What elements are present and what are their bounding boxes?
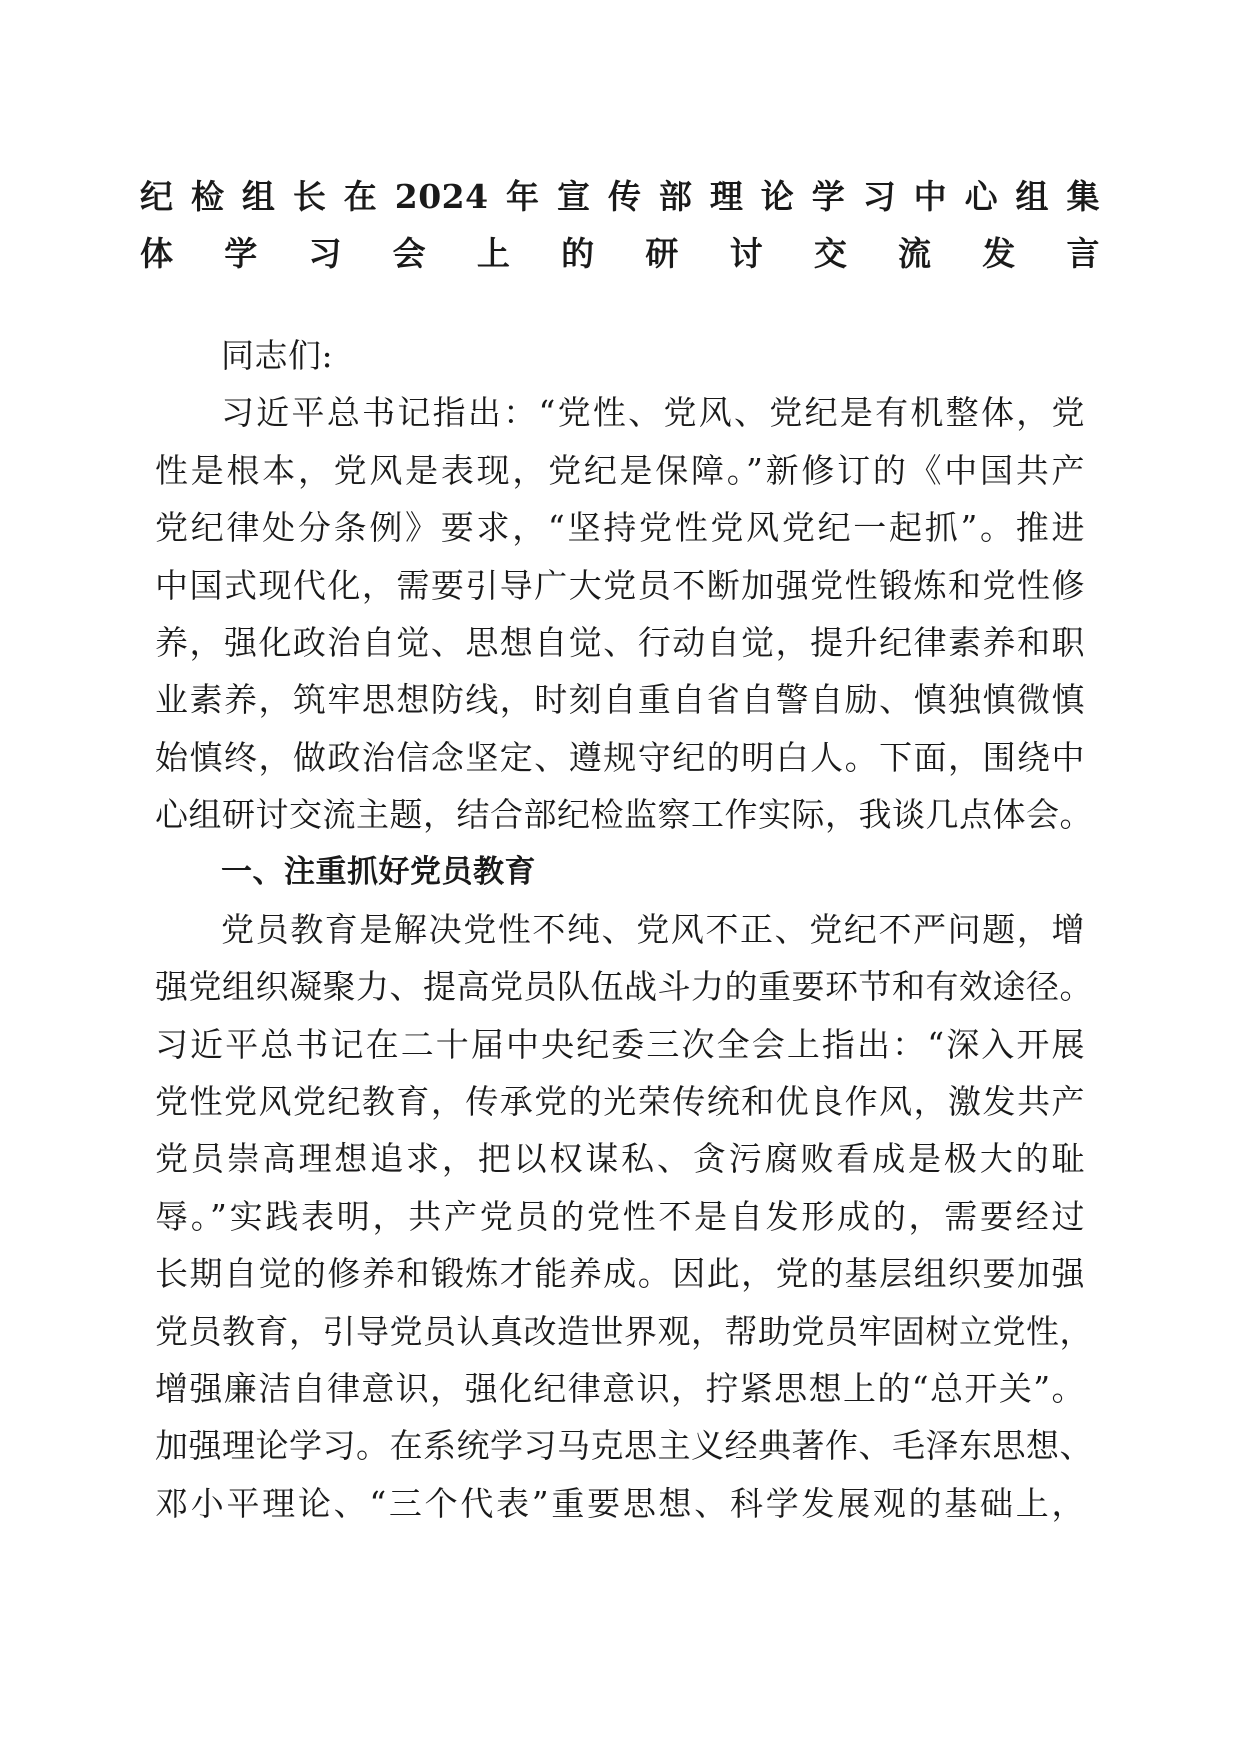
paragraph-line: 性是根本，党风是表现，党纪是保障。”新修订的《中国共产	[155, 450, 1085, 490]
paragraph-line: 党员崇高理想追求，把以权谋私、贪污腐败看成是极大的耻	[155, 1139, 1085, 1179]
paragraph-line: 党员教育，引导党员认真改造世界观，帮助党员牢固树立党性，	[155, 1311, 1093, 1351]
paragraph-line: 加强理论学习。在系统学习马克思主义经典著作、毛泽东思想、	[155, 1426, 1093, 1466]
paragraph-line: 习近平总书记指出：“党性、党风、党纪是有机整体，党	[221, 393, 1085, 433]
section-heading: 一、注重抓好党员教育	[221, 853, 536, 890]
paragraph-line: 长期自觉的修养和锻炼才能养成。因此，党的基层组织要加强	[155, 1254, 1085, 1294]
paragraph-line: 心组研讨交流主题，结合部纪检监察工作实际，我谈几点体会。	[155, 795, 1093, 835]
paragraph-line: 养，强化政治自觉、思想自觉、行动自觉，提升纪律素养和职	[155, 622, 1085, 662]
paragraph-line: 邓小平理论、“三个代表”重要思想、科学发展观的基础上，	[155, 1483, 1085, 1523]
paragraph-line: 中国式现代化，需要引导广大党员不断加强党性锻炼和党性修	[155, 565, 1085, 605]
paragraph-line: 强党组织凝聚力、提高党员队伍战斗力的重要环节和有效途径。	[155, 967, 1093, 1007]
paragraph-2	[155, 901, 1093, 1532]
document-body	[155, 327, 1093, 1532]
paragraph-1	[155, 384, 1093, 843]
paragraph-line: 党性党风党纪教育，传承党的光荣传统和优良作风，激发共产	[155, 1082, 1085, 1122]
title-line: 体学习会上的研讨交流发言	[140, 234, 1100, 274]
salutation: 同志们:	[221, 336, 334, 375]
document-title	[140, 168, 1100, 283]
paragraph-line: 业素养，筑牢思想防线，时刻自重自省自警自励、慎独慎微慎	[155, 680, 1085, 720]
paragraph-line: 始慎终，做政治信念坚定、遵规守纪的明白人。下面，围绕中	[155, 737, 1085, 777]
title-line: 纪检组长在2024年宣传部理论学习中心组集	[140, 177, 1100, 216]
paragraph-line: 辱。”实践表明，共产党员的党性不是自发形成的，需要经过	[155, 1196, 1085, 1236]
paragraph-line: 习近平总书记在二十届中央纪委三次全会上指出：“深入开展	[155, 1024, 1085, 1064]
paragraph-line: 增强廉洁自律意识，强化纪律意识，拧紧思想上的“总开关”。	[155, 1369, 1085, 1409]
paragraph-line: 党纪律处分条例》要求，“坚持党性党风党纪一起抓”。推进	[155, 508, 1085, 548]
paragraph-line: 党员教育是解决党性不纯、党风不正、党纪不严问题，增	[221, 909, 1085, 949]
